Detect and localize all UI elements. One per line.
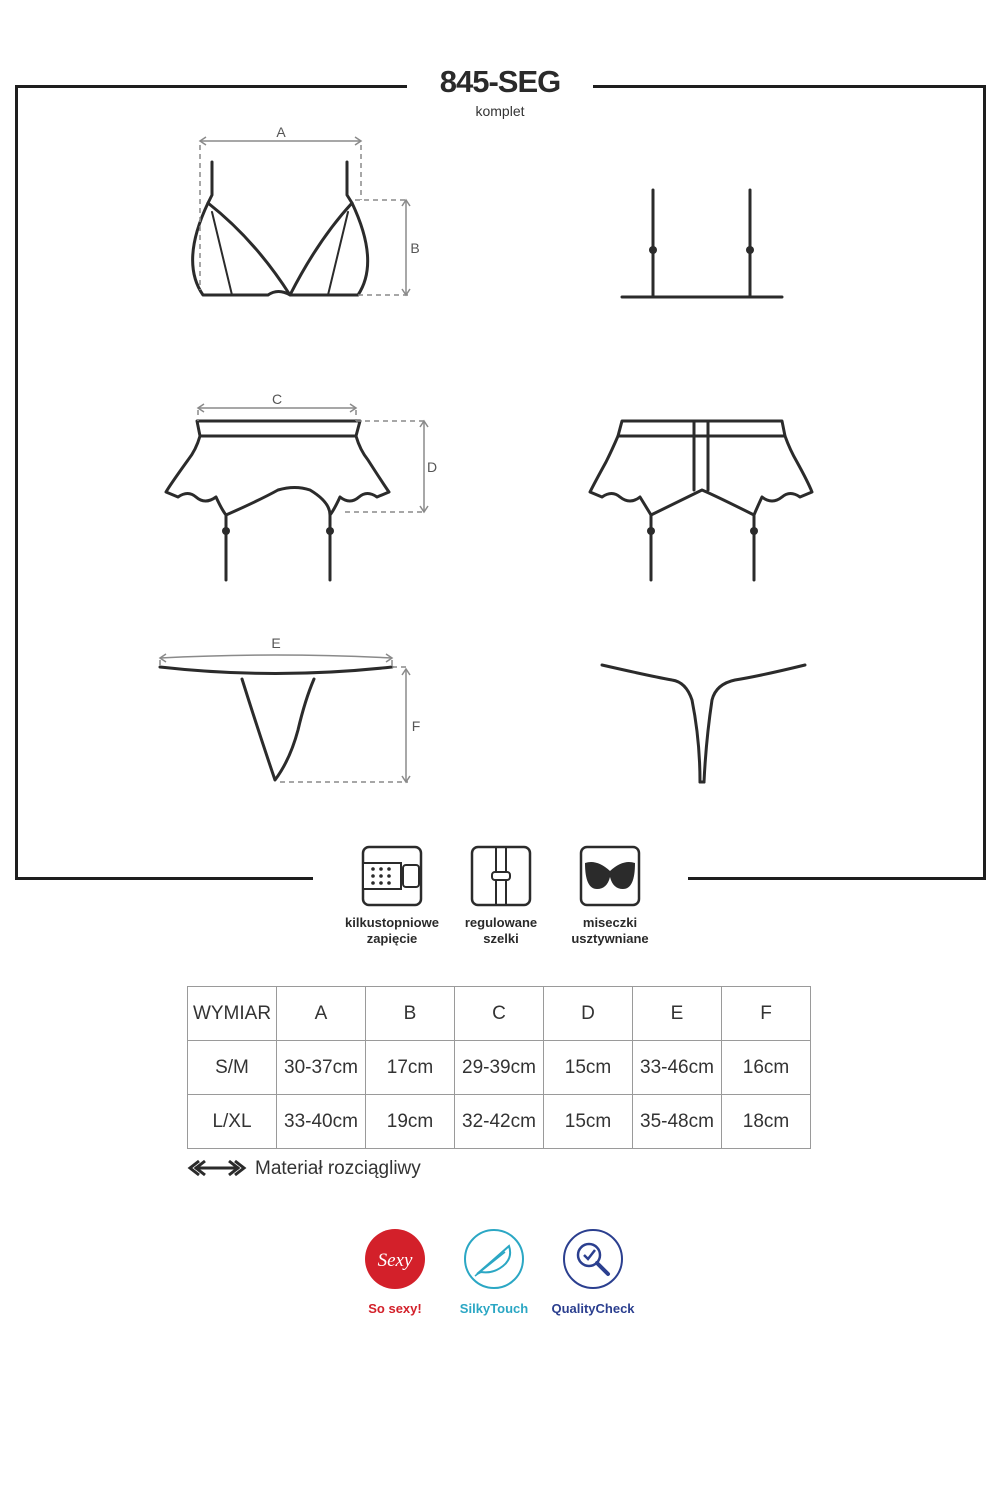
svg-text:Sexy: Sexy: [377, 1250, 413, 1271]
stretch-note-text: Materiał rozciągliwy: [255, 1158, 421, 1179]
padded-cups-icon: [579, 845, 641, 907]
table-cell: L/XL: [188, 1095, 277, 1149]
dimension-label-c: C: [271, 391, 283, 407]
badge-label: So sexy!: [368, 1301, 422, 1316]
sexy-badge-icon: [364, 1228, 426, 1290]
table-cell: 15cm: [544, 1041, 633, 1095]
thong-back-drawing: [602, 665, 805, 782]
table-cell: 33-40cm: [277, 1095, 366, 1149]
stretch-note: [187, 1158, 421, 1180]
magnifier-check-icon: [562, 1228, 624, 1290]
thong-front-drawing: [160, 667, 392, 780]
product-title: 845-SEG: [439, 64, 561, 99]
dimension-label-d: D: [426, 459, 438, 475]
table-row: [188, 1041, 811, 1095]
table-cell: 33-46cm: [633, 1041, 722, 1095]
garter-back-drawing: [590, 421, 812, 580]
table-header-row: [188, 987, 811, 1041]
adjustable-strap-icon: [470, 845, 532, 907]
bra-back-drawing: [622, 190, 782, 297]
table-cell: 17cm: [366, 1041, 455, 1095]
dimension-label-a: A: [276, 124, 286, 140]
badge-silky-touch: [439, 1228, 549, 1316]
table-cell: 32-42cm: [455, 1095, 544, 1149]
table-cell: 15cm: [544, 1095, 633, 1149]
table-header: F: [722, 987, 811, 1041]
table-cell: 30-37cm: [277, 1041, 366, 1095]
feature-padded-cups: [545, 845, 675, 947]
product-subtitle: komplet: [475, 103, 525, 119]
table-cell: S/M: [188, 1041, 277, 1095]
dimension-label-b: B: [410, 240, 420, 256]
feature-label: kilkustopniowe zapięcie: [345, 915, 439, 946]
table-cell: 35-48cm: [633, 1095, 722, 1149]
size-table: [187, 986, 811, 1149]
table-cell: 16cm: [722, 1041, 811, 1095]
bra-front-drawing: [193, 162, 368, 295]
double-arrow-icon: [187, 1159, 247, 1177]
table-header: D: [544, 987, 633, 1041]
table-header: C: [455, 987, 544, 1041]
multi-step-hook-icon: [361, 845, 423, 907]
table-row: [188, 1095, 811, 1149]
dimension-label-f: F: [411, 718, 421, 734]
feather-icon: [463, 1228, 525, 1290]
badge-label: SilkyTouch: [459, 1301, 529, 1316]
table-header: E: [633, 987, 722, 1041]
table-header: A: [277, 987, 366, 1041]
table-cell: 19cm: [366, 1095, 455, 1149]
badge-label: QualityCheck: [551, 1301, 635, 1316]
table-header: WYMIAR: [188, 987, 277, 1041]
table-cell: 18cm: [722, 1095, 811, 1149]
table-header: B: [366, 987, 455, 1041]
table-cell: 29-39cm: [455, 1041, 544, 1095]
feature-label: regulowane szelki: [464, 915, 538, 946]
garter-front-drawing: [166, 421, 389, 580]
badge-quality-check: [538, 1228, 648, 1316]
feature-label: miseczki usztywniane: [571, 915, 649, 946]
dimension-label-e: E: [271, 635, 281, 651]
badge-so-sexy: [340, 1228, 450, 1316]
